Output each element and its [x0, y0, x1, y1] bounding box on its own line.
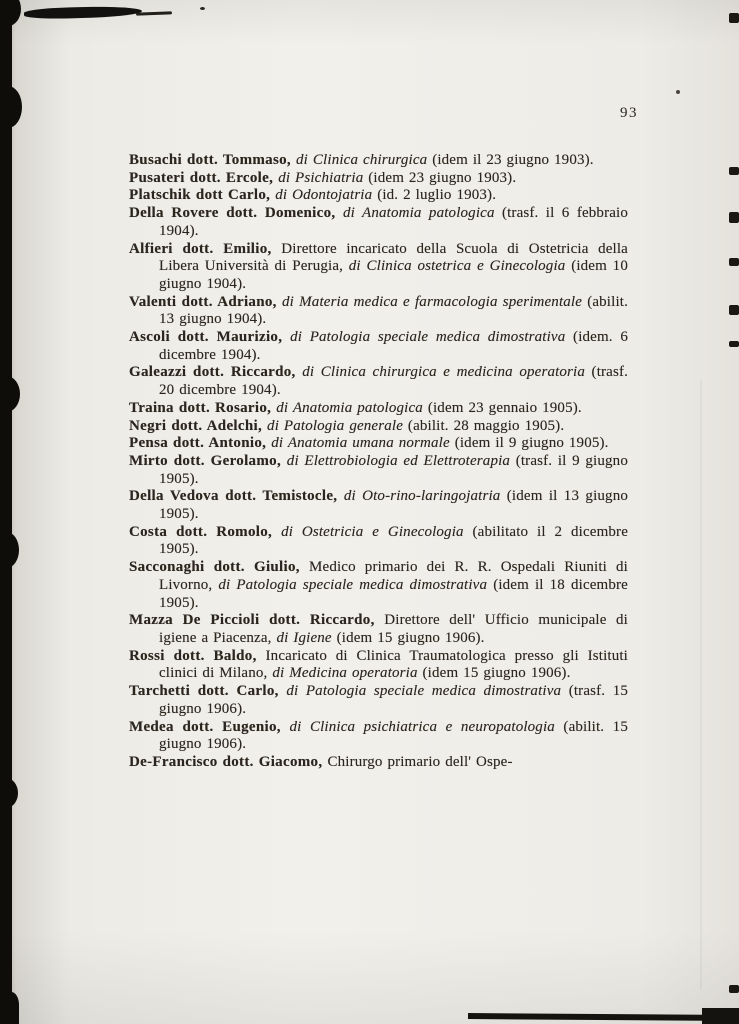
entry-segment-bold: Sacconaghi dott. Giulio, [129, 559, 310, 576]
entry-segment-bold: Tarchetti dott. Carlo, [129, 683, 287, 700]
entry-segment-bold: Galeazzi dott. Riccardo, [129, 364, 303, 381]
page-edge-mark [729, 341, 739, 347]
entry-segment-plain: (idem 15 giugno 1906). [422, 665, 571, 682]
page-edge-mark [729, 212, 739, 223]
entry-segment-italic: di Oto-rino-laringojatria [343, 488, 507, 505]
entry-segment-italic: di Clinica psichiatrica e neuropatologia [289, 718, 564, 735]
entry-segment-plain: (idem 23 giugno 1903). [368, 169, 517, 186]
entry-segment-bold: Costa dott. Romolo, [129, 523, 282, 540]
ink-speck [676, 90, 680, 94]
page-edge-mark [729, 305, 739, 315]
entry-segment-italic: di Ostetricia e Ginecologia [281, 523, 473, 540]
entry-segment-italic: di Anatomia umana normale [271, 435, 455, 452]
page-edge-mark [729, 985, 739, 993]
entry-segment-plain: (abilit. 28 maggio 1905). [407, 417, 565, 434]
entry-segment-italic: di Clinica chirurgica [296, 152, 433, 168]
page-number: 93 [620, 105, 638, 121]
directory-entry [129, 612, 628, 647]
ink-smear [136, 11, 172, 15]
entry-segment-bold: Alfieri dott. Emilio, [129, 240, 282, 257]
entry-segment-plain: (idem 23 gennaio 1905). [427, 399, 582, 416]
directory-entry [129, 364, 628, 399]
entry-segment-plain: (idem 10 giugno 1904). [159, 258, 628, 292]
entry-segment-bold: Platschik dott Carlo, [129, 187, 276, 204]
entry-segment-italic: di Anatomia patologica [276, 399, 428, 416]
directory-entry [129, 719, 628, 754]
entry-segment-italic: di Igiene [276, 629, 337, 646]
directory-entry [129, 294, 628, 329]
entry-list [129, 152, 628, 772]
binding-blot [0, 0, 21, 26]
entry-segment-plain: (abilit. 13 giugno 1904). [159, 293, 628, 328]
entry-segment-italic: di Clinica chirurgica e medicina operatoria [302, 364, 592, 381]
directory-entry [129, 524, 628, 559]
entry-segment-italic: di Psichiatria [278, 169, 369, 186]
entry-segment-italic: di Patologia speciale medica dimostrativa [290, 329, 574, 346]
directory-entry [129, 683, 628, 718]
page-edge-mark [729, 13, 739, 23]
entry-segment-plain: (idem il 23 giugno 1903). [432, 152, 594, 168]
entry-segment-italic: di Patologia speciale medica dimostrativa [286, 683, 569, 700]
entry-segment-plain: Direttore dell' Ufficio municipale di igiene a Piacenza, [159, 612, 628, 646]
entry-segment-plain: Medico primario dei R. R. Ospedali Riuniti di Livorno, [159, 559, 628, 593]
directory-entry [129, 400, 628, 418]
entry-segment-bold: Pusateri dott. Ercole, [129, 169, 279, 186]
entry-segment-bold: Busachi dott. Tommaso, [129, 152, 297, 168]
entry-segment-italic: di Elettrobiologia ed Elettroterapia [286, 452, 516, 469]
entry-segment-italic: di Anatomia patologica [342, 205, 502, 222]
binding-blot [0, 532, 19, 568]
entry-segment-plain: (trasf. 20 dicembre 1904). [159, 364, 628, 399]
entry-segment-italic: di Patologia generale [267, 417, 408, 434]
directory-entry [129, 435, 628, 453]
entry-segment-plain: (trasf. 15 giugno 1906). [159, 683, 628, 717]
page-edge-mark [729, 258, 739, 266]
entry-segment-plain: (idem. 6 dicembre 1904). [159, 329, 628, 363]
entry-segment-plain: Chirurgo primario dell' Ospe- [327, 753, 513, 770]
entry-segment-plain: (idem 15 giugno 1906). [336, 629, 485, 646]
entry-segment-plain: (trasf. il 9 giugno 1905). [159, 452, 628, 487]
binding-blot [0, 376, 20, 412]
directory-entry [129, 648, 628, 683]
directory-entry [129, 329, 628, 364]
entry-segment-italic: di Medicina operatoria [272, 665, 423, 682]
entry-segment-plain: (abilitato il 2 dicembre 1905). [159, 523, 628, 558]
entry-segment-bold: Negri dott. Adelchi, [129, 417, 268, 434]
entry-segment-bold: Pensa dott. Antonio, [129, 435, 272, 452]
entry-segment-plain: Direttore incaricato della Scuola di Ostetricia della Libera Università di Perugia, [159, 240, 628, 275]
binding-blot [0, 86, 22, 128]
entry-segment-bold: Mazza De Piccioli dott. Riccardo, [129, 612, 385, 629]
entry-segment-plain: Incaricato di Clinica Traumatologica presso gli Istituti clinici di Milano, [159, 647, 628, 682]
entry-segment-italic: di Odontojatria [275, 187, 378, 204]
scan-edge-line [468, 1013, 739, 1021]
entry-segment-plain: (idem il 9 giugno 1905). [454, 435, 609, 452]
directory-entry [129, 170, 628, 188]
paper-fold [700, 380, 702, 990]
entry-segment-italic: di Clinica ostetrica e Ginecologia [348, 258, 572, 275]
entry-segment-plain: (id. 2 luglio 1903). [377, 187, 497, 204]
entry-segment-bold: Mirto dott. Gerolamo, [129, 452, 287, 469]
directory-entry [129, 241, 628, 294]
directory-entry [129, 152, 628, 170]
directory-entry [129, 754, 628, 772]
entry-segment-bold: Della Rovere dott. Domenico, [129, 205, 343, 222]
binding-blot [0, 778, 18, 808]
directory-entry [129, 418, 628, 436]
scan-edge-line [702, 1008, 739, 1024]
ink-smear [24, 5, 142, 19]
entry-segment-bold: Ascoli dott. Maurizio, [129, 329, 291, 346]
entry-segment-bold: Rossi dott. Baldo, [129, 647, 266, 664]
directory-entry [129, 559, 628, 612]
entry-segment-bold: Medea dott. Eugenio, [129, 718, 290, 735]
directory-entry [129, 205, 628, 240]
entry-segment-bold: Traina dott. Rosario, [129, 399, 277, 416]
ink-speck [200, 7, 205, 10]
entry-segment-plain: (idem il 13 giugno 1905). [159, 488, 628, 523]
binding-blot [0, 992, 19, 1024]
directory-entry [129, 488, 628, 523]
entry-segment-bold: Valenti dott. Adriano, [129, 293, 283, 310]
entry-segment-plain: (trasf. il 6 febbraio 1904). [159, 205, 628, 239]
entry-segment-plain: (idem il 18 dicembre 1905). [159, 576, 628, 611]
binding-shadow [0, 0, 12, 1024]
entry-segment-bold: Della Vedova dott. Temistocle, [129, 488, 344, 505]
entry-segment-italic: di Materia medica e farmacologia sperimentale [282, 293, 588, 310]
entry-segment-bold: De-Francisco dott. Giacomo, [129, 753, 328, 770]
directory-entry [129, 453, 628, 488]
page-edge-mark [729, 167, 739, 175]
entry-segment-plain: (abilit. 15 giugno 1906). [159, 718, 628, 753]
entry-segment-italic: di Patologia speciale medica dimostrativa [218, 576, 494, 593]
directory-entry [129, 187, 628, 205]
